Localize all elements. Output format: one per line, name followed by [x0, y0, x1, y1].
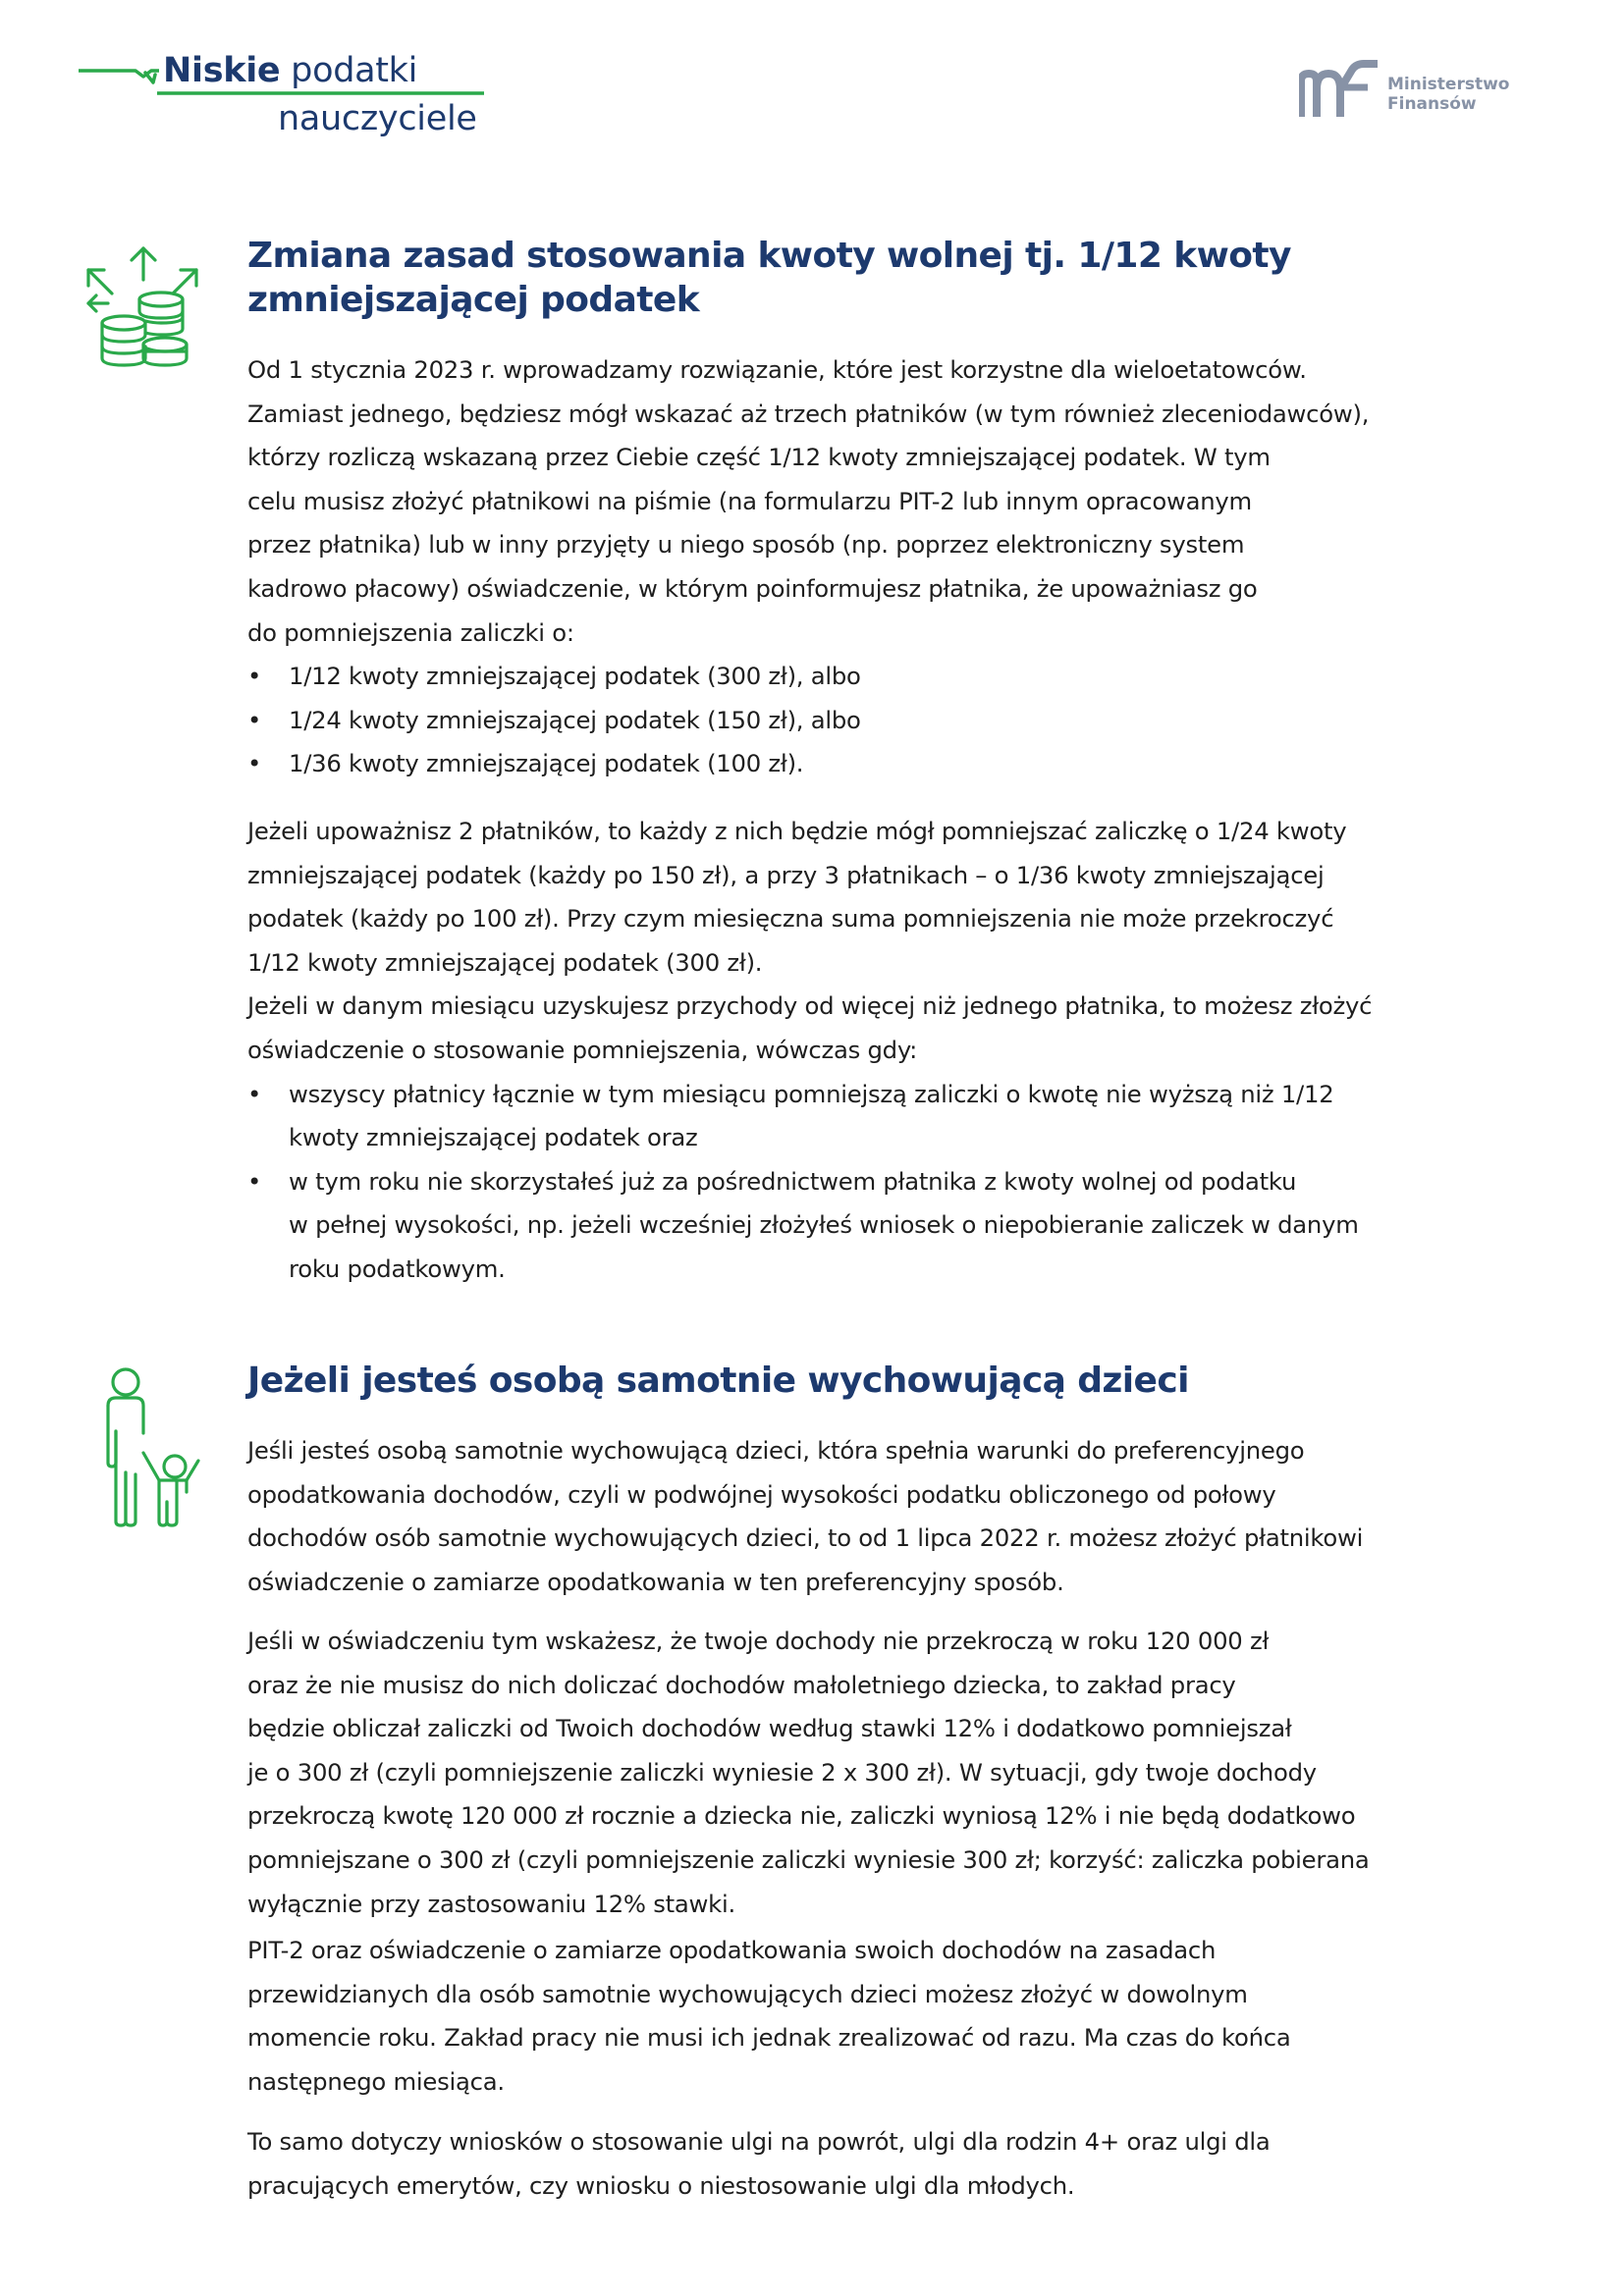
paragraph-line: dochodów osób samotnie wychowujących dzieci, to od 1 lipca 2022 r. możesz złożyć płatnikowi — [247, 1523, 1364, 1553]
paragraph-line: Jeżeli w danym miesiącu uzyskujesz przychody od więcej niż jednego płatnika, to możesz złożyć — [247, 991, 1373, 1021]
ministry-name-line1: Ministerstwo — [1387, 75, 1510, 94]
paragraph-line: następnego miesiąca. — [247, 2066, 505, 2096]
paragraph-line: Od 1 stycznia 2023 r. wprowadzamy rozwiązanie, które jest korzystne dla wieloetatowców. — [247, 355, 1307, 384]
paragraph-line: opodatkowania dochodów, czyli w podwójnej wysokości podatku obliczonego od połowy — [247, 1479, 1276, 1509]
section2-paragraph2 — [247, 1620, 1543, 1926]
paragraph-line: momencie roku. Zakład pracy nie musi ich jednak zrealizować od razu. Ma czas do końca — [247, 2023, 1291, 2053]
section2-paragraph3 — [247, 1929, 1543, 2104]
logo-title-line1: Niskie podatki — [163, 51, 418, 90]
paragraph-line: zmniejszającej podatek (każdy po 150 zł), a przy 3 płatnikach – o 1/36 kwoty zmniejszającej — [247, 860, 1325, 889]
parent-with-child-icon — [79, 1364, 206, 1531]
paragraph-line: którzy rozliczą wskazaną przez Ciebie część 1/12 kwoty zmniejszającej podatek. W tym — [247, 443, 1271, 472]
paragraph-line: oświadczenie o zamiarze opodatkowania w ten preferencyjny sposób. — [247, 1567, 1064, 1596]
paragraph-line: przez płatnika) lub w inny przyjęty u niego sposób (np. poprzez elektroniczny system — [247, 530, 1245, 560]
paragraph-line: pracujących emerytów, czy wniosku o niestosowanie ulgi dla młodych. — [247, 2170, 1075, 2200]
paragraph-line: Jeśli jesteś osobą samotnie wychowującą dzieci, która spełnia warunki do preferencyjnego — [247, 1436, 1305, 1465]
mf-emblem-icon — [1299, 60, 1383, 119]
paragraph-line: pomniejszane o 300 zł (czyli pomniejszenie zaliczki wyniesie 300 zł; korzyść: zaliczka pobierana — [247, 1844, 1370, 1874]
paragraph-line: oświadczenie o stosowanie pomniejszenia, wówczas gdy: — [247, 1035, 918, 1064]
paragraph-line: Jeśli w oświadczeniu tym wskażesz, że twoje dochody nie przekroczą w roku 120 000 zł — [247, 1627, 1270, 1655]
paragraph-line: je o 300 zł (czyli pomniejszenie zaliczki wyniesie 2 x 300 zł). W sytuacji, gdy twoje dochody — [247, 1757, 1317, 1787]
paragraph-line: przekroczą kwotę 120 000 zł rocznie a dziecka nie, zaliczki wyniosą 12% i nie będą dodatkowo — [247, 1801, 1356, 1831]
bullet-list — [247, 655, 1543, 786]
paragraph-line: podatek (każdy po 100 zł). Przy czym miesięczna suma pomniejszenia nie może przekroczyć — [247, 904, 1334, 934]
list-item: • 1/24 kwoty zmniejszającej podatek (150 zł), albo — [247, 699, 1543, 743]
list-item: • 1/12 kwoty zmniejszającej podatek (300 zł), albo — [247, 655, 1543, 699]
paragraph-line: Zamiast jednego, będziesz mógł wskazać aż trzech płatników (w tym również zleceniodawców), — [247, 399, 1370, 428]
paragraph-line: 1/12 kwoty zmniejszającej podatek (300 zł). — [247, 947, 763, 977]
list-item — [247, 1160, 1543, 1292]
paragraph-line: będzie obliczał zaliczki od Twoich dochodów według stawki 12% i dodatkowo pomniejszał — [247, 1714, 1292, 1743]
paragraph-line: PIT-2 oraz oświadczenie o zamiarze opodatkowania swoich dochodów na zasadach — [247, 1936, 1217, 1964]
section1-intro — [247, 348, 1543, 786]
section1-details — [247, 810, 1543, 1292]
list-item — [247, 1073, 1543, 1160]
section1-title: Zmiana zasad stosowania kwoty wolnej tj. 1/12 kwoty zmniejszającej podatek — [247, 236, 1291, 320]
list-item-line: w pełnej wysokości, np. jeżeli wcześniej złożyłeś wniosek o niepobieranie zaliczek w danym — [289, 1210, 1359, 1240]
paragraph-line: celu musisz złożyć płatnikowi na piśmie (na formularzu PIT-2 lub innym opracowanym — [247, 486, 1252, 515]
list-item: • 1/36 kwoty zmniejszającej podatek (100 zł). — [247, 742, 1543, 786]
paragraph-line: To samo dotyczy wniosków o stosowanie ulgi na powrót, ulgi dla rodzin 4+ oraz ulgi dla — [247, 2127, 1271, 2156]
list-item-line: kwoty zmniejszającej podatek oraz — [289, 1123, 698, 1152]
paragraph-line: kadrowo płacowy) oświadczenie, w którym poinformujesz płatnika, że upoważniasz go — [247, 573, 1258, 603]
section2-title: Jeżeli jesteś osobą samotnie wychowującą dzieci — [247, 1361, 1189, 1401]
list-item-line: • w tym roku nie skorzystałeś już za pośrednictwem płatnika z kwoty wolnej od podatku — [289, 1166, 1297, 1196]
logo-ministerstwo-finansow — [1299, 55, 1535, 124]
section2-paragraph4 — [247, 2120, 1543, 2208]
ministry-name-line2: Finansów — [1387, 94, 1477, 114]
paragraph-line: do pomniejszenia zaliczki o: — [247, 617, 574, 647]
logo-niskie-podatki — [77, 49, 509, 147]
list-item-line: roku podatkowym. — [289, 1254, 506, 1283]
list-item-line: • wszyscy płatnicy łącznie w tym miesiącu pomniejszą zaliczki o kwotę nie wyższą niż 1/12 — [289, 1079, 1334, 1108]
section2-paragraph1 — [247, 1429, 1543, 1604]
logo-title-line2: nauczyciele — [278, 99, 477, 138]
ministry-name — [1387, 75, 1509, 114]
paragraph-line: wyłącznie przy zastosowaniu 12% stawki. — [247, 1889, 735, 1918]
paragraph-line: Jeżeli upoważnisz 2 płatników, to każdy z nich będzie mógł pomniejszać zaliczkę o 1/24 kwoty — [247, 817, 1347, 845]
bullet-list — [247, 1073, 1543, 1292]
paragraph-line: przewidzianych dla osób samotnie wychowujących dzieci możesz złożyć w dowolnym — [247, 1979, 1248, 2008]
paragraph-line: oraz że nie musisz do nich doliczać dochodów małoletniego dziecka, to zakład pracy — [247, 1670, 1236, 1699]
coins-with-arrows-icon — [79, 240, 206, 373]
